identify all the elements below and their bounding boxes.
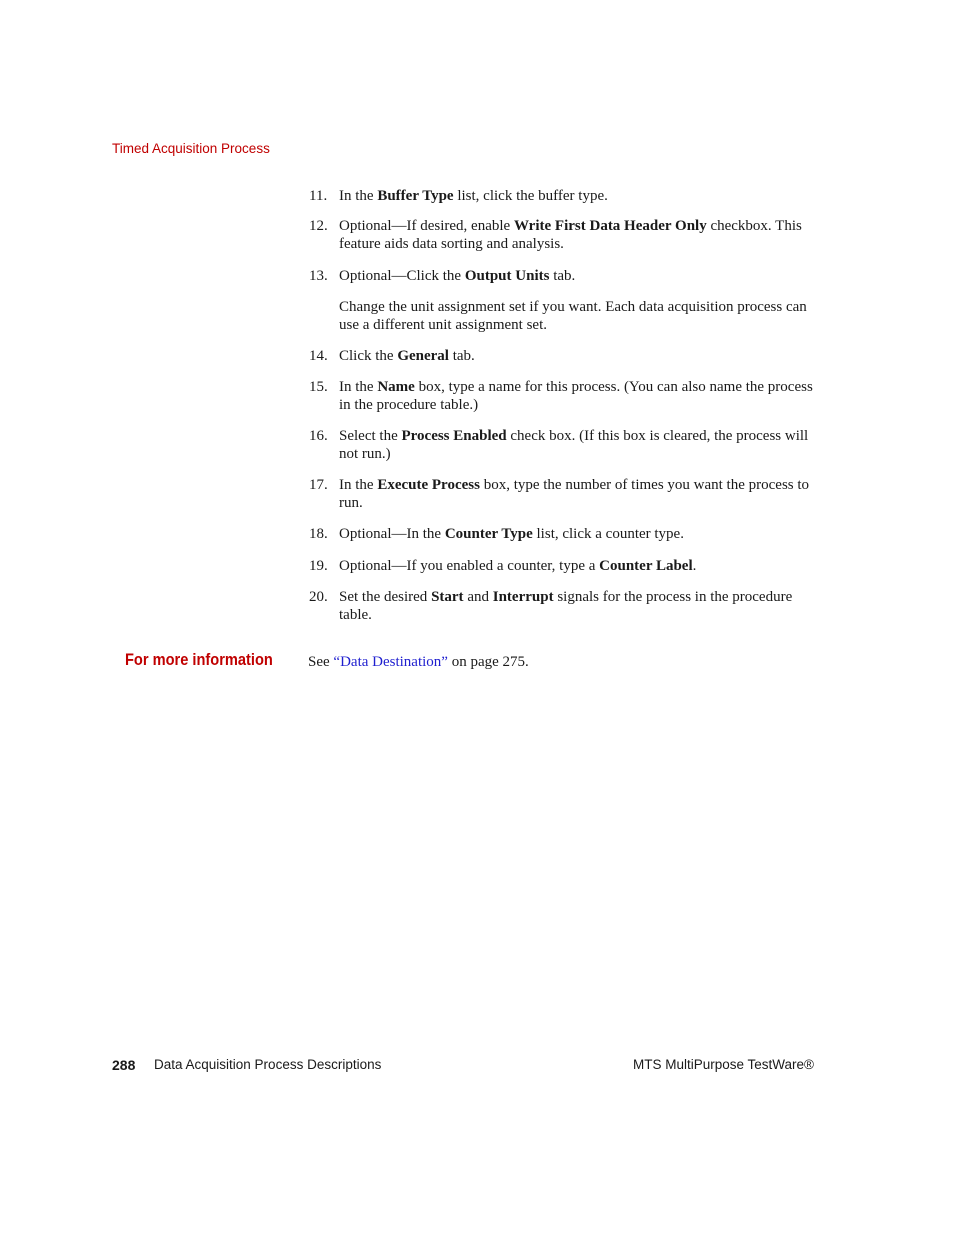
step-item [309,588,819,624]
step-text [339,588,819,624]
step-text-fragment: tab. [448,348,475,364]
step-text-fragment: Click the [339,348,398,364]
step-number: 13. [309,268,328,284]
step-text-fragment: Optional—Click the [339,268,465,284]
step-item [309,267,819,334]
ui-term: Counter Label [599,558,693,574]
step-item [309,217,819,253]
step-text [339,378,819,414]
step-text-fragment: . [692,558,697,574]
step-text [339,557,819,575]
step-item [309,557,819,575]
ui-term: Buffer Type [377,188,454,204]
running-header-title: Timed Acquisition Process [112,141,270,156]
step-text [339,267,819,285]
ui-term: Process Enabled [401,428,507,444]
step-text [339,347,819,365]
step-text-fragment: Optional—In the [339,526,445,542]
data-destination-link[interactable]: “Data Destination” [333,654,448,670]
step-text-fragment: In the [339,477,378,493]
step-number: 15. [309,379,328,395]
step-number: 18. [309,526,328,542]
step-text-fragment: checkbox. This feature aids data sorting and analysis. [339,218,802,252]
step-item [309,378,819,414]
step-text-fragment: tab. [549,268,576,284]
step-number: 12. [309,218,328,234]
footer-product-name: MTS MultiPurpose TestWare® [633,1057,814,1072]
step-item [309,347,819,365]
step-text-fragment: Optional—If desired, enable [339,218,514,234]
step-number: 16. [309,428,328,444]
step-text [339,187,819,205]
ui-term: Write First Data Header Only [513,218,707,234]
step-number: 17. [309,477,328,493]
ui-term: Output Units [464,268,550,284]
step-item [309,476,819,512]
step-text-fragment: Select the [339,428,402,444]
step-text [339,427,819,463]
ui-term: Execute Process [377,477,480,493]
step-text-fragment: list, click a counter type. [532,526,684,542]
step-number: 19. [309,558,328,574]
step-note: Change the unit assignment set if you want. Each data acquisition process can use a different unit assignment set. [339,299,807,333]
step-item [309,525,819,543]
step-number: 14. [309,348,328,364]
more-info-suffix: on page 275. [447,654,529,670]
step-text-fragment: check box. (If this box is cleared, the process will not run.) [339,428,809,462]
footer-page-number: 288 [112,1057,136,1073]
step-text-fragment: list, click the buffer type. [453,188,608,204]
step-number: 11. [309,188,328,204]
ui-term: General [397,348,449,364]
ui-term: Name [377,379,415,395]
step-text-fragment: Set the desired [339,589,432,605]
footer-chapter-title: Data Acquisition Process Descriptions [154,1057,382,1072]
ui-term: Counter Type [444,526,533,542]
step-text-fragment: box, type the number of times you want the process to run. [339,477,810,511]
step-text-fragment: and [463,589,493,605]
step-text-fragment: box, type a name for this process. (You can also name the process in the procedure table.) [339,379,813,413]
step-text [339,525,819,543]
more-information-text [308,653,529,671]
more-info-prefix: See [308,654,334,670]
step-text-fragment: signals for the process in the procedure table. [339,589,793,623]
step-item [309,187,819,205]
step-text-fragment: Optional—If you enabled a counter, type a [339,558,600,574]
for-more-information-heading: For more information [125,650,273,669]
step-number: 20. [309,589,328,605]
procedure-steps-list [309,187,819,624]
step-text [339,217,819,253]
step-item [309,427,819,463]
step-text-fragment: In the [339,188,378,204]
step-text [339,476,819,512]
ui-term: Interrupt [492,589,554,605]
ui-term: Start [431,589,464,605]
step-text-fragment: In the [339,379,378,395]
